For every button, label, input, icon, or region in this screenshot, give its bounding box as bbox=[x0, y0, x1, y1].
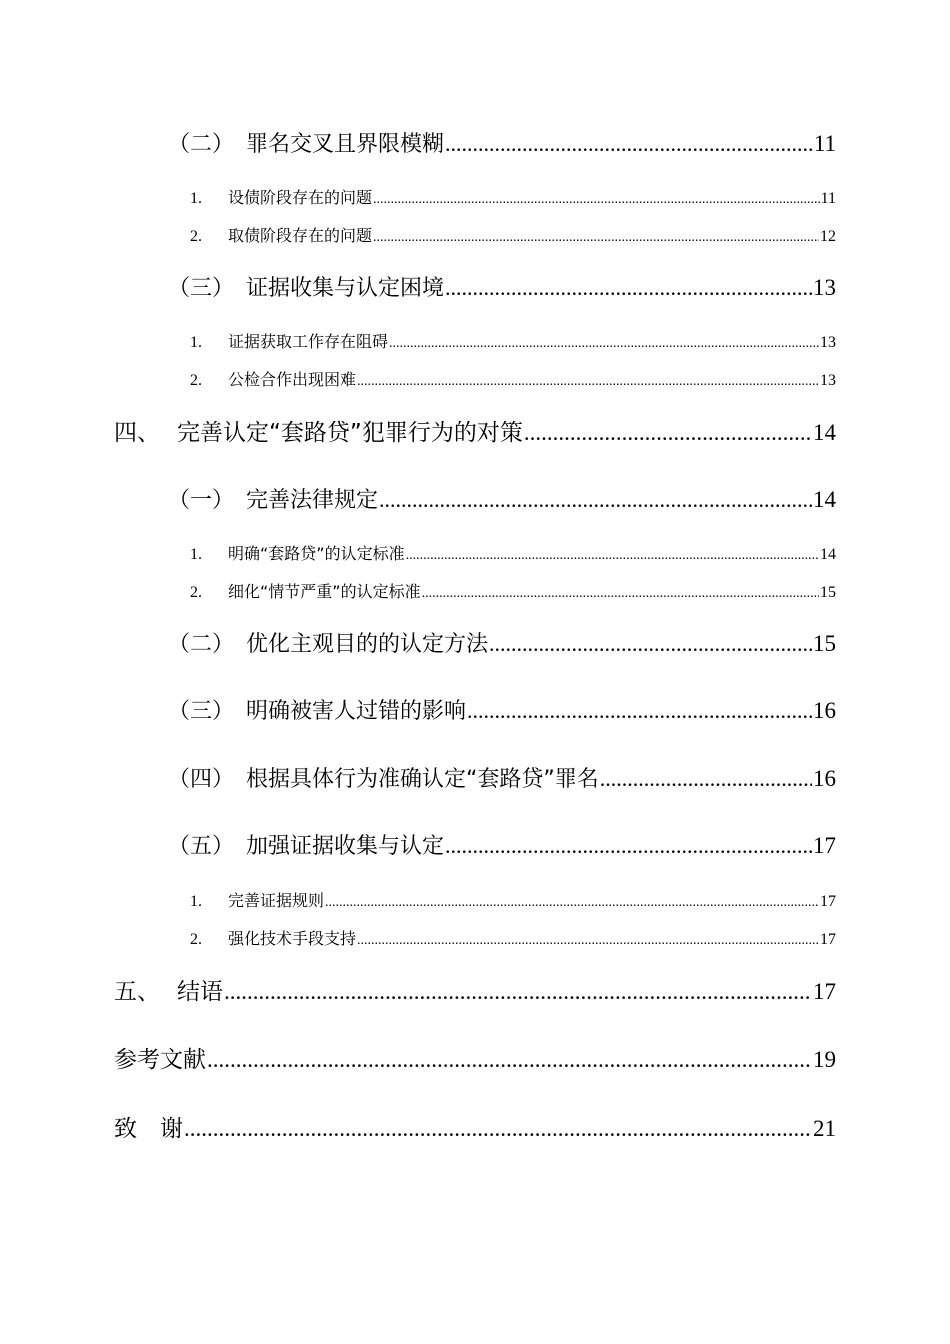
toc-entry[interactable] bbox=[168, 271, 836, 302]
toc-entry[interactable] bbox=[114, 414, 836, 447]
toc-entry-number: （一） bbox=[168, 488, 235, 513]
toc-entry-number: （三） bbox=[168, 276, 235, 301]
toc-leader-dots bbox=[445, 833, 812, 859]
toc-entry-title: 完善认定“套路贷”犯罪行为的对策 bbox=[177, 420, 523, 446]
toc-entry-number: 1. bbox=[190, 546, 202, 563]
toc-leader-dots bbox=[357, 370, 819, 390]
toc-entry-page: 13 bbox=[813, 275, 836, 300]
toc-entry-number: 2. bbox=[190, 228, 202, 245]
toc-entry-title: 证据收集与认定困境 bbox=[246, 276, 445, 301]
toc-entry[interactable] bbox=[168, 627, 836, 658]
toc-entry-title: 明确被害人过错的影响 bbox=[246, 699, 467, 724]
toc-entry-title: 细化“情节严重”的认定标准 bbox=[228, 582, 421, 601]
toc-entry-number: （四） bbox=[168, 767, 235, 792]
toc-entry[interactable] bbox=[168, 762, 836, 793]
toc-entry-number: 2. bbox=[190, 584, 202, 601]
toc-entry-page: 21 bbox=[813, 1116, 836, 1141]
toc-entry-page: 14 bbox=[820, 546, 836, 563]
toc-entry-number: 2. bbox=[190, 372, 202, 389]
toc-entry-number: （五） bbox=[168, 834, 235, 859]
toc-leader-dots bbox=[445, 131, 813, 157]
toc-entry[interactable] bbox=[190, 367, 836, 390]
toc-entry-page: 13 bbox=[820, 334, 836, 351]
toc-leader-dots bbox=[373, 226, 819, 246]
toc-entry-page: 17 bbox=[813, 833, 836, 858]
toc-entry-title: 加强证据收集与认定 bbox=[246, 834, 445, 859]
toc-leader-dots bbox=[445, 275, 812, 301]
toc-entry-title: 取债阶段存在的问题 bbox=[228, 226, 373, 245]
toc-entry[interactable] bbox=[190, 541, 836, 564]
toc-leader-dots bbox=[373, 188, 820, 208]
toc-entry-page: 17 bbox=[820, 893, 836, 910]
toc-entry-title: 证据获取工作存在阻碍 bbox=[228, 332, 389, 351]
toc-entry-number: 1. bbox=[190, 334, 202, 351]
toc-entry-page: 14 bbox=[813, 420, 836, 445]
toc-entry[interactable] bbox=[190, 329, 836, 352]
toc-entry-page: 15 bbox=[820, 584, 836, 601]
toc-entry-page: 16 bbox=[813, 766, 836, 791]
toc-entry-page: 14 bbox=[813, 487, 836, 512]
toc-entry-number: 四、 bbox=[114, 420, 160, 446]
toc-entry-number: 五、 bbox=[114, 979, 160, 1005]
toc-entry-title: 罪名交叉且界限模糊 bbox=[246, 132, 445, 157]
toc-leader-dots bbox=[357, 929, 819, 949]
toc-leader-dots bbox=[600, 766, 812, 792]
toc-leader-dots bbox=[379, 487, 812, 513]
toc-entry-title: 优化主观目的的认定方法 bbox=[246, 632, 489, 657]
toc-leader-dots bbox=[422, 582, 819, 602]
toc-leader-dots bbox=[406, 544, 819, 564]
toc-entry-page: 13 bbox=[820, 372, 836, 389]
toc-entry-page: 11 bbox=[820, 190, 836, 207]
toc-entry-page: 19 bbox=[813, 1047, 836, 1072]
toc-entry-page: 12 bbox=[820, 228, 836, 245]
toc-entry[interactable] bbox=[190, 185, 836, 208]
toc-entry[interactable] bbox=[114, 973, 836, 1006]
toc-entry-number: （二） bbox=[168, 632, 235, 657]
toc-entry-page: 11 bbox=[813, 131, 836, 156]
toc-leader-dots bbox=[184, 1116, 812, 1142]
toc-entry-title: 明确“套路贷”的认定标准 bbox=[228, 544, 405, 563]
toc-leader-dots bbox=[489, 631, 812, 657]
toc-leader-dots bbox=[389, 332, 819, 352]
toc-entry[interactable] bbox=[190, 223, 836, 246]
toc-leader-dots bbox=[467, 698, 812, 724]
toc-entry[interactable] bbox=[190, 579, 836, 602]
toc-entry[interactable] bbox=[168, 694, 836, 725]
toc-entry-title: 参考文献 bbox=[114, 1047, 206, 1073]
toc-entry[interactable] bbox=[190, 926, 836, 949]
toc-entry-number: 2. bbox=[190, 931, 202, 948]
toc-entry-number: 1. bbox=[190, 190, 202, 207]
toc-entry-page: 17 bbox=[820, 931, 836, 948]
toc-entry-title: 强化技术手段支持 bbox=[228, 929, 357, 948]
toc-entry-number: （三） bbox=[168, 699, 235, 724]
toc-entry[interactable] bbox=[114, 1110, 836, 1143]
toc-entry-page: 17 bbox=[813, 979, 836, 1004]
toc-entry-title: 致 谢 bbox=[114, 1116, 183, 1142]
toc-entry-number: （二） bbox=[168, 132, 235, 157]
toc-entry-title: 完善证据规则 bbox=[228, 891, 325, 910]
toc-entry[interactable] bbox=[168, 127, 836, 158]
toc-entry-page: 15 bbox=[813, 631, 836, 656]
toc-entry-title: 结语 bbox=[177, 979, 223, 1005]
toc-leader-dots bbox=[524, 420, 812, 446]
toc-entry-page: 16 bbox=[813, 698, 836, 723]
toc-entry[interactable] bbox=[168, 483, 836, 514]
toc-entry-number: 1. bbox=[190, 893, 202, 910]
toc-leader-dots bbox=[207, 1047, 812, 1073]
toc-entry-title: 根据具体行为准确认定“套路贷”罪名 bbox=[246, 767, 599, 792]
toc-entry-title: 公检合作出现困难 bbox=[228, 370, 357, 389]
toc-leader-dots bbox=[224, 979, 812, 1005]
toc-entry[interactable] bbox=[114, 1041, 836, 1074]
toc-leader-dots bbox=[325, 891, 819, 911]
toc-entry-title: 完善法律规定 bbox=[246, 488, 379, 513]
toc-entry[interactable] bbox=[168, 829, 836, 860]
toc-entry[interactable] bbox=[190, 888, 836, 911]
toc-entry-title: 设债阶段存在的问题 bbox=[228, 188, 373, 207]
